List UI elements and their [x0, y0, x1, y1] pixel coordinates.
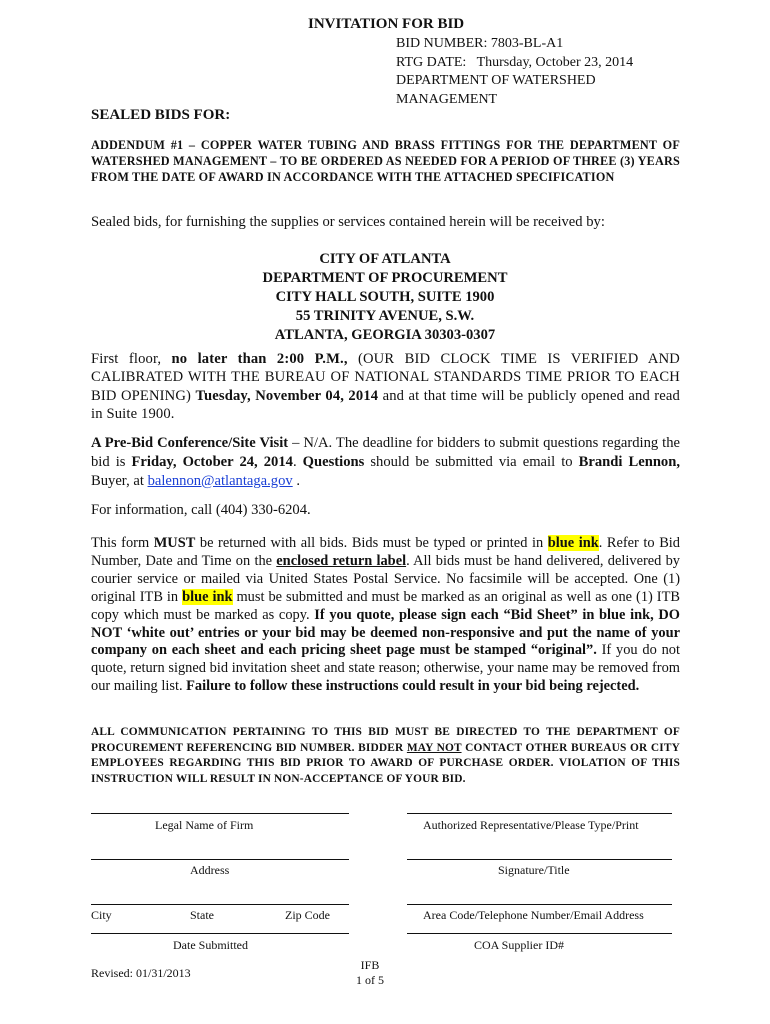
deadline-clock-note: (OUR BID CLOCK TIME IS VERIFIED AND CALIBRATED WITH THE BUREAU OF NATIONAL STANDARDS TIME PRIOR TO EACH BID OPENING) [91, 351, 680, 404]
signature-label: Signature/Title [498, 863, 570, 877]
document-title: INVITATION FOR BID [308, 16, 465, 32]
procurement-address [180, 250, 590, 345]
received-by-text: Sealed bids, for furnishing the supplies or services contained herein will be received by: [91, 214, 605, 230]
buyer-email-link[interactable]: balennon@atlantaga.gov [147, 472, 293, 489]
address-label: Address [190, 863, 230, 877]
prebid-paragraph [91, 434, 680, 490]
bid-number: BID NUMBER: 7803-BL-A1 [396, 36, 564, 51]
address-line-3: CITY HALL SOUTH, SUITE 1900 [275, 289, 495, 305]
addendum-description: ADDENDUM #1 – COPPER WATER TUBING AND BRASS FITTINGS FOR THE DEPARTMENT OF WATERSHED MANAGEMENT – TO BE ORDERED AS NEEDED FOR A PERIOD OF THREE (3) YEARS FROM THE DATE OF AWARD IN ACCORDANCE WITH THE ATTACHED SPECIFICATION [91, 138, 680, 185]
communication-text-1: ALL COMMUNICATION PERTAINING TO THIS BID MUST BE DIRECTED TO THE DEPARTMENT OF PROCUREMENT REFERENCING BID NUMBER. BIDDER [91, 726, 680, 754]
address-line-1: CITY OF ATLANTA [319, 251, 451, 267]
prebid-email-text: should be submitted via email to [364, 453, 579, 470]
deadline-text: First floor, [91, 351, 172, 367]
form-text-5: must be submitted and must be marked as an original as well as one (1) ITB copy which must be marked as copy. [91, 588, 680, 623]
form-text-6: If you do not quote, return signed bid invitation sheet and state reason; otherwise, your name may be removed from our mailing list. [91, 642, 680, 695]
form-text-3: . Refer to Bid Number, Date and Time on the [91, 535, 680, 569]
legal-name-field[interactable] [91, 813, 349, 814]
department-line-1: DEPARTMENT OF WATERSHED [396, 73, 596, 88]
blue-ink-highlight-2: blue ink [182, 588, 233, 605]
state-label: State [190, 908, 214, 922]
supplier-id-field[interactable] [407, 933, 672, 934]
communication-notice [91, 725, 680, 787]
address-field[interactable] [91, 859, 349, 860]
form-text-4: . All bids must be hand delivered, delivered by courier service or mailed via United States Postal Service. No facsimile will be accepted. One (1) original ITB in [91, 552, 680, 605]
authorized-rep-field[interactable] [407, 813, 672, 814]
page-footer [340, 958, 400, 988]
must-emphasis: MUST [153, 535, 196, 551]
contact-field[interactable] [407, 904, 672, 905]
form-text-2: be returned with all bids. Bids must be typed or printed in [195, 535, 548, 551]
questions-deadline-date: Friday, October 24, 2014 [131, 453, 293, 470]
address-line-2: DEPARTMENT OF PROCUREMENT [262, 270, 508, 286]
address-line-4: 55 TRINITY AVENUE, S.W. [295, 308, 475, 324]
rtg-date: RTG DATE: Thursday, October 23, 2014 [396, 54, 634, 70]
information-phone: For information, call (404) 330-6204. [91, 502, 311, 518]
date-submitted-field[interactable] [91, 933, 349, 934]
header-block [396, 35, 633, 109]
failure-warning: Failure to follow these instructions could result in your bid being rejected. [186, 678, 640, 695]
city-label: City [91, 908, 112, 922]
enclosed-return-label: enclosed return label [276, 552, 407, 569]
buyer-name: Brandi Lennon, [578, 453, 680, 470]
city-state-zip-field[interactable] [91, 904, 349, 905]
revised-date: Revised: 01/31/2013 [91, 966, 191, 980]
deadline-paragraph [91, 350, 680, 423]
deadline-time: no later than 2:00 P.M., [171, 351, 348, 367]
zip-label: Zip Code [285, 908, 330, 922]
page-number: 1 of 5 [356, 973, 384, 987]
deadline-date: Tuesday, November 04, 2014 [195, 387, 379, 404]
deadline-opening-note: and at that time will be publicly opened and read in Suite 1900. [91, 387, 680, 422]
blue-ink-highlight-1: blue ink [547, 535, 599, 551]
communication-text-2: CONTACT OTHER BUREAUS OR CITY EMPLOYEES REGARDING THIS BID PRIOR TO AWARD OF PURCHASE ORDER. VIOLATION OF THIS INSTRUCTION WILL RESULT IN NON-ACCEPTANCE OF YOUR BID. [91, 741, 681, 785]
address-line-5: ATLANTA, GEORGIA 30303-0307 [274, 327, 496, 343]
prebid-text: – N/A. The deadline for bidders to submit questions regarding the bid is [91, 435, 680, 470]
sealed-bids-for-heading: SEALED BIDS FOR: [91, 107, 231, 123]
supplier-id-label: COA Supplier ID# [474, 938, 564, 952]
date-submitted-label: Date Submitted [173, 938, 248, 952]
buyer-title: Buyer, at [91, 472, 148, 489]
contact-label: Area Code/Telephone Number/Email Address [423, 908, 644, 922]
prebid-separator: . [292, 453, 303, 470]
authorized-rep-label: Authorized Representative/Please Type/Print [423, 818, 639, 832]
signature-field[interactable] [407, 859, 672, 860]
questions-label: Questions [302, 453, 365, 470]
bid-sheet-instructions: If you quote, please sign each “Bid Sheet” in blue ink, DO NOT ‘white out’ entries or your bid may be deemed non-responsive and put the name of your company on each sheet and each pricing sheet page must be stamped “original”. [91, 606, 680, 659]
prebid-label: A Pre-Bid Conference/Site Visit [91, 435, 289, 451]
form-text-1: This form [91, 535, 154, 551]
form-instructions-paragraph [91, 535, 680, 696]
prebid-end: . [292, 472, 300, 489]
doc-type: IFB [360, 958, 380, 972]
department-line-2: MANAGEMENT [396, 91, 498, 107]
may-not-emphasis: MAY NOT [406, 741, 462, 754]
legal-name-label: Legal Name of Firm [155, 818, 254, 832]
